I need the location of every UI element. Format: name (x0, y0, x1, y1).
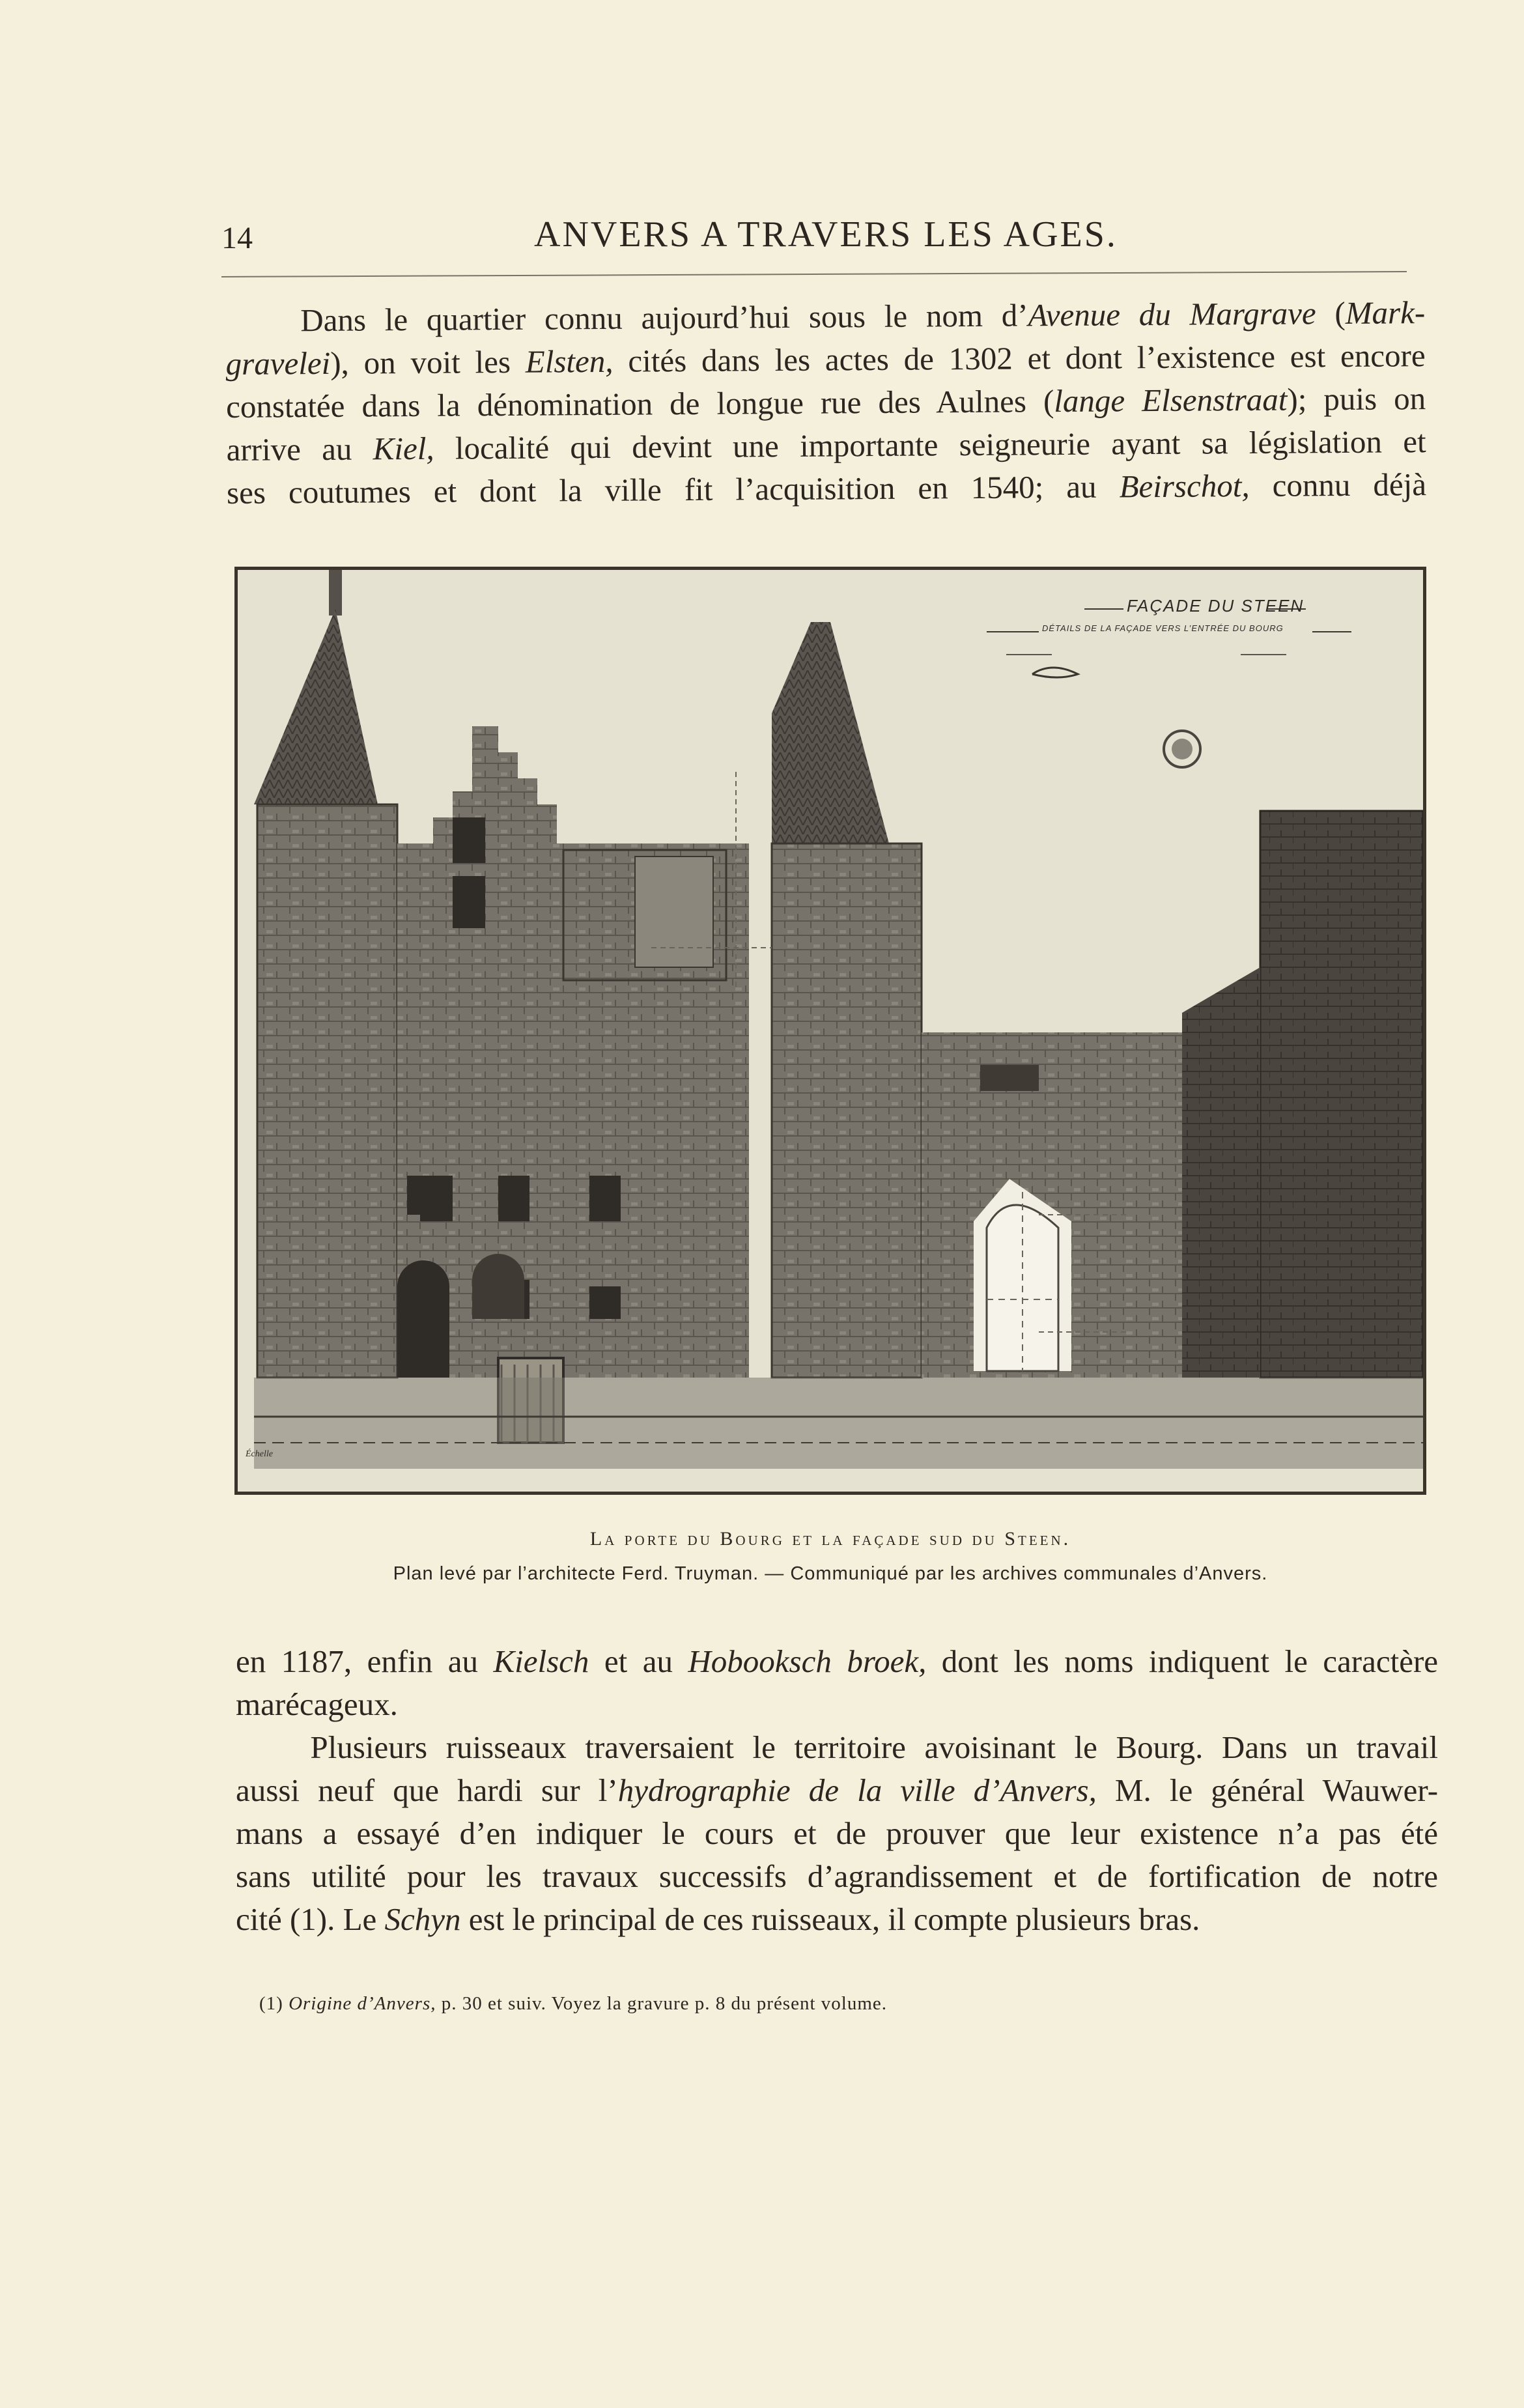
paragraph-1-line-3: constatée dans la dénomination de longue rue des Aulnes (lange Elsenstraat); puis on (225, 380, 1426, 425)
paragraph-1-line-5: ses coutumes et dont la ville fit l’acquisition en 1540; au Beirschot, connu déjà (226, 466, 1427, 511)
paragraph-1-line-2: gravelei), on voit les Elsten, cités dans les actes de 1302 et dont l’existence est encore (225, 337, 1426, 382)
running-title: ANVERS A TRAVERS LES AGES. (534, 214, 1118, 255)
paragraph-1-line-1: Dans le quartier connu aujourd’hui sous le nom d’Avenue du Margrave (Mark- (300, 294, 1426, 339)
footnote-text: p. 30 et suiv. Voyez la gravure p. 8 du présent volume. (436, 1993, 888, 2014)
paragraph-2-line-1: en 1187, enfin au Kielsch et au Hobooksch broek, dont les noms indiquent le caractère (236, 1643, 1439, 1679)
figure-caption-credit: Plan levé par l’architecte Ferd. Truyman. — Communiqué par les archives communales d’Anvers. (393, 1563, 1268, 1584)
paragraph-2 (236, 1640, 1438, 1726)
paragraph-3-line-4: sans utilité pour les travaux successifs d’agrandissement et de fortification de notre (236, 1858, 1438, 1894)
paragraph-1-line-4: arrive au Kiel, localité qui devint une importante seigneurie ayant sa législation et (226, 423, 1426, 468)
ground-shadow (254, 1378, 1423, 1469)
footnote (259, 1993, 887, 2015)
paragraph-3-line-2: aussi neuf que hardi sur l’hydrographie de la ville d’Anvers, M. le général Wauwer- (236, 1772, 1439, 1808)
paragraph-3-line-1: Plusieurs ruisseaux traversaient le territoire avoisinant le Bourg. Dans un travail (310, 1729, 1438, 1765)
steen-facade-engraving (234, 567, 1426, 1495)
paragraph-3-line-3: mans a essayé d’en indiquer le cours et de prouver que leur existence n’a pas été (236, 1815, 1438, 1851)
page-number: 14 (221, 221, 253, 255)
paragraph-2-line-2: marécageux. (236, 1686, 398, 1722)
drawing-subtitle: DÉTAILS DE LA FAÇADE VERS L’ENTRÉE DU BOURG (1042, 623, 1284, 633)
paragraph-1 (225, 291, 1426, 515)
header-rule (221, 271, 1407, 277)
paragraph-3 (236, 1726, 1438, 1941)
figure-caption-title: La porte du Bourg et la façade sud du Steen. (589, 1528, 1071, 1550)
footnote-marker: (1) (259, 1993, 289, 2014)
gateway-wall (922, 1032, 1182, 1378)
page-header (221, 207, 1407, 266)
drawing-title: FAÇADE DU STEEN (1127, 596, 1305, 616)
footnote-source: Origine d’Anvers, (289, 1993, 436, 2014)
scale-label: Échelle (246, 1449, 273, 1459)
paragraph-3-line-5: cité (1). Le Schyn est le principal de ces ruisseaux, il compte plusieurs bras. (236, 1901, 1200, 1937)
